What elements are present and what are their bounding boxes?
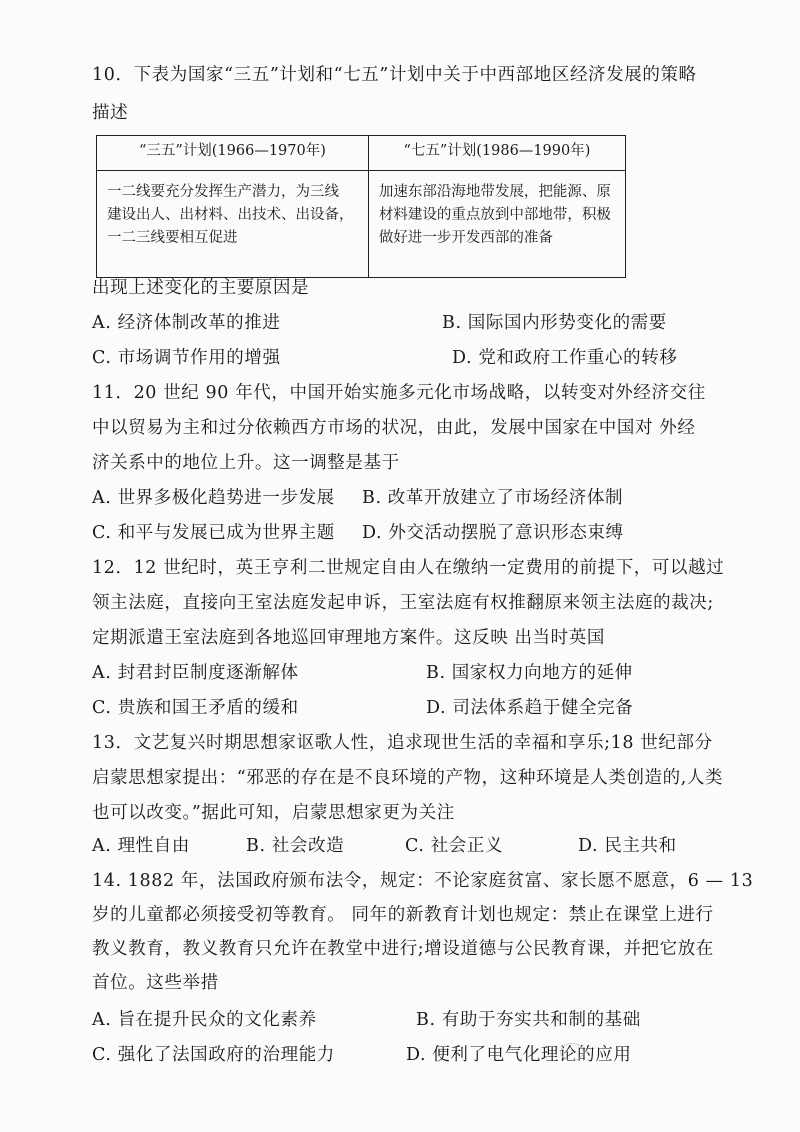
q11-stem-line-3: 济关系中的地位上升。这一调整是基于 <box>92 453 400 473</box>
q13-option-a[interactable]: A. 理性自由 <box>92 836 190 856</box>
seventh-plan-line-1: 加速东部沿海地带发展，把能源、原 <box>378 184 611 200</box>
third-plan-line-1: 一二线要充分发挥生产潜力，为三线 <box>107 184 339 200</box>
third-plan-line-2: 建设出人、出材料、出技术、出设备， <box>107 207 354 223</box>
plan-comparison-table <box>96 135 626 278</box>
q10-option-a[interactable]: A. 经济体制改革的推进 <box>92 313 281 333</box>
q11-option-b[interactable]: B. 改革开放建立了市场经济体制 <box>362 488 624 508</box>
q11-stem-line-1: 11．20 世纪 90 年代，中国开始实施多元化市场战略，以转变对外经济交往 <box>92 383 706 403</box>
q13-stem-line-1: 13．文艺复兴时期思想家讴歌人性，追求现世生活的幸福和享乐;18 世纪部分 <box>92 733 713 753</box>
q10-option-d[interactable]: D. 党和政府工作重心的转移 <box>452 348 678 368</box>
q11-option-c[interactable]: C. 和平与发展已成为世界主题 <box>92 523 335 543</box>
q12-stem-line-2: 领主法庭，直接向王室法庭发起申诉，王室法庭有权推翻原来领主法庭的裁决; <box>92 593 714 613</box>
q12-option-c[interactable]: C. 贵族和国王矛盾的缓和 <box>92 698 299 718</box>
q11-stem-line-2: 中以贸易为主和过分依赖西方市场的状况，由此，发展中国家在中国对 外经 <box>92 418 696 438</box>
q10-question-line: 出现上述变化的主要原因是 <box>92 278 310 298</box>
q13-stem-line-2: 启蒙思想家提出：“邪恶的存在是不良环境的产物，这种环境是人类创造的,人类 <box>92 768 724 788</box>
table-cell-seventh-plan <box>368 171 625 278</box>
q14-option-c[interactable]: C. 强化了法国政府的治理能力 <box>92 1045 335 1065</box>
q10-stem-line-1: 10．下表为国家“三五”计划和“七五”计划中关于中西部地区经济发展的策略 <box>92 65 697 85</box>
q11-option-d[interactable]: D. 外交活动摆脱了意识形态束缚 <box>362 523 624 543</box>
table-cell-third-plan <box>97 171 369 278</box>
q14-stem-line-2: 岁的儿童都必须接受初等教育。 同年的新教育计划也规定：禁止在课堂上进行 <box>92 905 714 925</box>
q14-stem-line-1: 14. 1882 年，法国政府颁布法令，规定：不论家庭贫富、家长愿不愿意，6 — 13 <box>92 871 754 891</box>
q10-stem-line-2: 描述 <box>92 103 129 123</box>
table-header-third-plan: “三五”计划(1966—1970年) <box>97 136 369 171</box>
q13-option-c[interactable]: C. 社会正义 <box>405 836 504 856</box>
q14-option-a[interactable]: A. 旨在提升民众的文化素养 <box>92 1010 317 1030</box>
q10-option-c[interactable]: C. 市场调节作用的增强 <box>92 348 281 368</box>
watermark-icon <box>560 1043 584 1061</box>
q12-stem-line-1: 12．12 世纪时，英王亨利二世规定自由人在缴纳一定费用的前提下，可以越过 <box>92 558 725 578</box>
q12-stem-line-3: 定期派遣王室法庭到各地巡回审理地方案件。这反映 出当时英国 <box>92 628 605 648</box>
q13-option-b[interactable]: B. 社会改造 <box>246 836 345 856</box>
q13-stem-line-3: 也可以改变。”据此可知，启蒙思想家更为关注 <box>92 803 455 823</box>
q11-option-a[interactable]: A. 世界多极化趋势进一步发展 <box>92 488 335 508</box>
seventh-plan-line-3: 做好进一步开发西部的准备 <box>378 230 553 246</box>
q14-stem-line-3: 教义教育，教义教育只允许在教堂中进行;增设道德与公民教育课，并把它放在 <box>92 939 714 959</box>
q10-option-b[interactable]: B. 国际国内形势变化的需要 <box>442 313 667 333</box>
q12-option-a[interactable]: A. 封君封臣制度逐渐解体 <box>92 663 299 683</box>
q14-option-d[interactable]: D. 便利了电气化理论的应用 <box>406 1045 632 1065</box>
q12-option-b[interactable]: B. 国家权力向地方的延伸 <box>426 663 633 683</box>
q12-option-d[interactable]: D. 司法体系趋于健全完备 <box>426 698 634 718</box>
q14-option-b[interactable]: B. 有助于夯实共和制的基础 <box>416 1010 641 1030</box>
third-plan-line-3: 一二三线要相互促进 <box>107 230 238 246</box>
table-header-seventh-plan: “七五”计划(1986—1990年) <box>368 136 625 171</box>
q14-stem-line-4: 首位。这些举措 <box>92 973 219 993</box>
q13-option-d[interactable]: D. 民主共和 <box>578 836 677 856</box>
seventh-plan-line-2: 材料建设的重点放到中部地带，积极 <box>378 207 611 223</box>
